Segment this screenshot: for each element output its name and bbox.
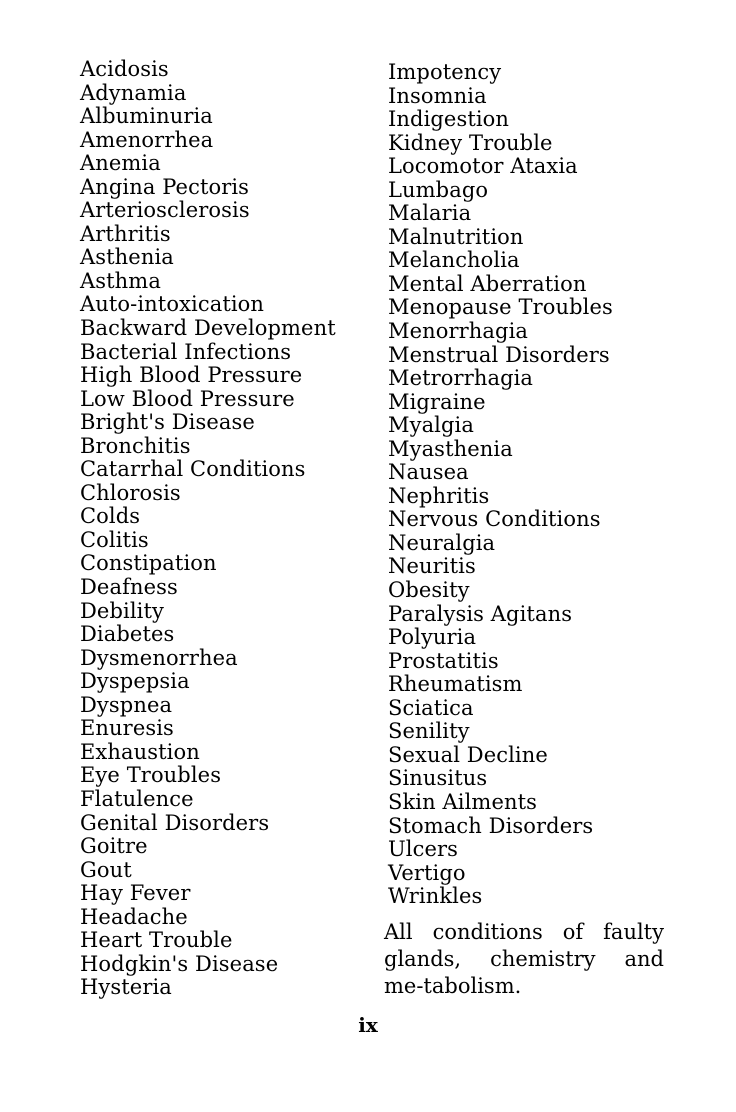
- list-item: Enuresis: [80, 716, 174, 741]
- list-item: Colitis: [80, 527, 149, 552]
- list-item: Mental Aberration: [388, 271, 587, 296]
- list-item: Senility: [388, 719, 470, 744]
- list-item: Colds: [80, 504, 141, 529]
- list-item: Neuritis: [388, 554, 476, 579]
- conditions-list-right: [388, 61, 678, 909]
- list-item: Sinusitus: [388, 766, 488, 791]
- list-item: Neuralgia: [388, 530, 496, 555]
- list-item: Vertigo: [388, 860, 466, 885]
- list-item: Dysmenorrhea: [80, 645, 238, 670]
- list-item: Paralysis Agitans: [388, 601, 573, 626]
- list-item: Hodgkin's Disease: [80, 951, 279, 976]
- list-item: Auto-intoxication: [80, 292, 265, 317]
- list-item: Chlorosis: [80, 480, 181, 505]
- list-item: Myalgia: [388, 413, 474, 438]
- list-item: Migraine: [388, 389, 486, 414]
- list-item: Albuminuria: [80, 104, 213, 129]
- list-item: Nervous Conditions: [388, 507, 601, 532]
- list-item: Diabetes: [80, 622, 175, 647]
- list-item: Arthritis: [80, 221, 171, 246]
- list-item: Asthma: [80, 268, 161, 293]
- list-item: Genital Disorders: [80, 810, 270, 835]
- list-item: Skin Ailments: [388, 789, 538, 814]
- list-item: Kidney Trouble: [388, 130, 553, 155]
- list-item: Eye Troubles: [80, 763, 222, 788]
- list-item: Melancholia: [388, 248, 520, 273]
- list-item: Indigestion: [388, 107, 510, 132]
- list-item: Ulcers: [388, 837, 459, 862]
- list-item: Amenorrhea: [80, 127, 214, 152]
- list-item: High Blood Pressure: [80, 363, 303, 388]
- list-item: Bacterial Infections: [80, 339, 292, 364]
- closing-note: All conditions of faulty glands, chemistry and me-tabolism.: [384, 920, 664, 998]
- list-item: Asthenia: [80, 245, 174, 270]
- page-number: ix: [358, 1013, 378, 1037]
- list-item: Polyuria: [388, 625, 477, 650]
- list-item: Gout: [80, 857, 132, 882]
- list-item: Obesity: [388, 578, 470, 603]
- list-item: Bronchitis: [80, 433, 191, 458]
- list-item: Nausea: [388, 460, 469, 485]
- list-item: Menorrhagia: [388, 319, 528, 344]
- list-item: Low Blood Pressure: [80, 386, 295, 411]
- list-item: Sciatica: [388, 695, 474, 720]
- list-item: Metrorrhagia: [388, 366, 534, 391]
- list-item: Acidosis: [80, 57, 169, 81]
- list-item: Catarrhal Conditions: [80, 457, 306, 482]
- list-item: Stomach Disorders: [388, 813, 594, 838]
- list-item: Adynamia: [80, 80, 187, 105]
- list-item: Debility: [80, 598, 164, 623]
- list-item: Heart Trouble: [80, 928, 233, 953]
- list-item: Hysteria: [80, 975, 172, 1000]
- list-item: Sexual Decline: [388, 742, 548, 767]
- list-item: Dyspepsia: [80, 669, 190, 694]
- conditions-list-left: [80, 58, 350, 1000]
- list-item: Menopause Troubles: [388, 295, 613, 320]
- list-item: Anemia: [80, 151, 161, 176]
- list-item: Flatulence: [80, 786, 194, 811]
- list-item: Dyspnea: [80, 692, 173, 717]
- list-item: Malaria: [388, 201, 472, 226]
- list-item: Locomotor Ataxia: [388, 154, 578, 179]
- list-item: Deafness: [80, 575, 178, 600]
- list-item: Backward Development: [80, 316, 336, 341]
- list-item: Angina Pectoris: [80, 174, 250, 199]
- list-item: Arteriosclerosis: [80, 198, 250, 223]
- list-item: Hay Fever: [80, 881, 191, 906]
- list-item: Headache: [80, 904, 188, 929]
- list-item: Lumbago: [388, 177, 489, 202]
- list-item: Myasthenia: [388, 436, 513, 461]
- list-item: Exhaustion: [80, 739, 200, 764]
- list-item: Goitre: [80, 834, 148, 859]
- list-item: Insomnia: [388, 83, 487, 108]
- list-item: Prostatitis: [388, 648, 499, 673]
- list-item: Impotency: [388, 60, 502, 84]
- list-item: Bright's Disease: [80, 410, 255, 435]
- list-item: Malnutrition: [388, 224, 524, 249]
- list-item: Menstrual Disorders: [388, 342, 610, 367]
- list-item: Wrinkles: [388, 884, 483, 909]
- list-item: Rheumatism: [388, 672, 523, 697]
- list-item: Nephritis: [388, 483, 490, 508]
- list-item: Constipation: [80, 551, 217, 576]
